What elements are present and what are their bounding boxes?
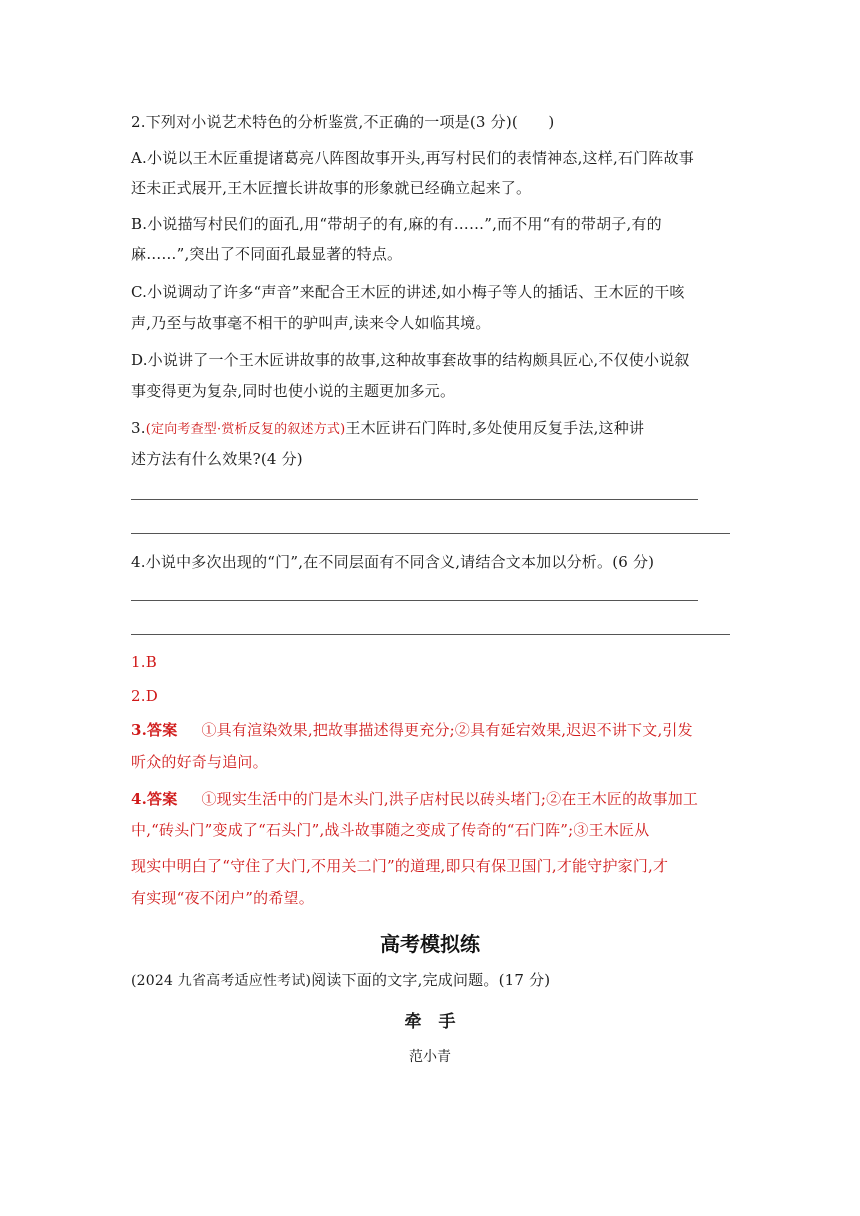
answer-3-text: ①具有渲染效果,把故事描述得更充分;②具有延宕效果,迟迟不讲下文,引发 <box>201 721 693 739</box>
q4-answer-line-1[interactable] <box>131 600 698 601</box>
q4-stem: 4.小说中多次出现的“门”,在不同层面有不同含义,请结合文本加以分析。(6 分) <box>131 553 655 571</box>
intro-source: (2024 九省高考适应性考试) <box>131 973 312 989</box>
q2-option-c-line2: 声,乃至与故事毫不相干的驴叫声,读来令人如临其境。 <box>131 314 491 332</box>
story-author: 范小青 <box>409 1049 451 1065</box>
answer-4-text: ①现实生活中的门是木头门,洪子店村民以砖头堵门;②在王木匠的故事加工 <box>201 790 699 808</box>
q3-answer-line-2[interactable] <box>131 533 730 534</box>
q3-stem-line1 <box>131 418 644 440</box>
answer-2: 2.D <box>131 687 158 705</box>
q3-answer-line-1[interactable] <box>131 499 698 500</box>
answer-3-line2: 听众的好奇与追问。 <box>131 753 268 771</box>
section-intro <box>131 970 550 991</box>
q3-text: 王木匠讲石门阵时,多处使用反复手法,这种讲 <box>345 419 645 437</box>
answer-3-label: 3.答案 <box>131 721 178 739</box>
q2-option-b-line1: B.小说描写村民们的面孔,用“带胡子的有,麻的有……”,而不用“有的带胡子,有的 <box>131 215 662 233</box>
intro-text: 阅读下面的文字,完成问题。(17 分) <box>311 971 551 989</box>
q3-stem-line2: 述方法有什么效果?(4 分) <box>131 450 303 468</box>
answer-4-line1 <box>131 789 698 809</box>
answer-4-line4: 有实现“夜不闭户”的希望。 <box>131 889 314 907</box>
q2-option-d-line2: 事变得更为复杂,同时也使小说的主题更加多元。 <box>131 382 456 400</box>
q2-option-a-line2: 还未正式展开,王木匠擅长讲故事的形象就已经确立起来了。 <box>131 179 532 197</box>
answer-3-line1 <box>131 720 693 740</box>
q4-answer-line-2[interactable] <box>131 634 730 635</box>
story-title: 牵 手 <box>404 1012 456 1032</box>
q2-option-b-line2: 麻……”,突出了不同面孔最显著的特点。 <box>131 245 403 263</box>
answer-4-line3: 现实中明白了“守住了大门,不用关二门”的道理,即只有保卫国门,才能守护家门,才 <box>131 857 669 875</box>
answer-4-line2: 中,“砖头门”变成了“石头门”,战斗故事随之变成了传奇的“石门阵”;③王木匠从 <box>131 821 650 839</box>
q2-option-c-line1: C.小说调动了许多“声音”来配合王木匠的讲述,如小梅子等人的插话、王木匠的干咳 <box>131 283 685 301</box>
section-title: 高考模拟练 <box>380 932 480 956</box>
q2-stem: 2.下列对小说艺术特色的分析鉴赏,不正确的一项是(3 分)( ) <box>131 113 555 131</box>
q2-option-a-line1: A.小说以王木匠重提诸葛亮八阵图故事开头,再写村民们的表情神态,这样,石门阵故事 <box>131 149 694 167</box>
q2-option-d-line1: D.小说讲了一个王木匠讲故事的故事,这种故事套故事的结构颇具匠心,不仅使小说叙 <box>131 351 690 369</box>
answer-4-label: 4.答案 <box>131 790 178 808</box>
answer-1: 1.B <box>131 653 157 671</box>
q3-number: 3. <box>131 419 146 437</box>
q3-tag: (定向考查型·赏析反复的叙述方式) <box>145 422 346 437</box>
